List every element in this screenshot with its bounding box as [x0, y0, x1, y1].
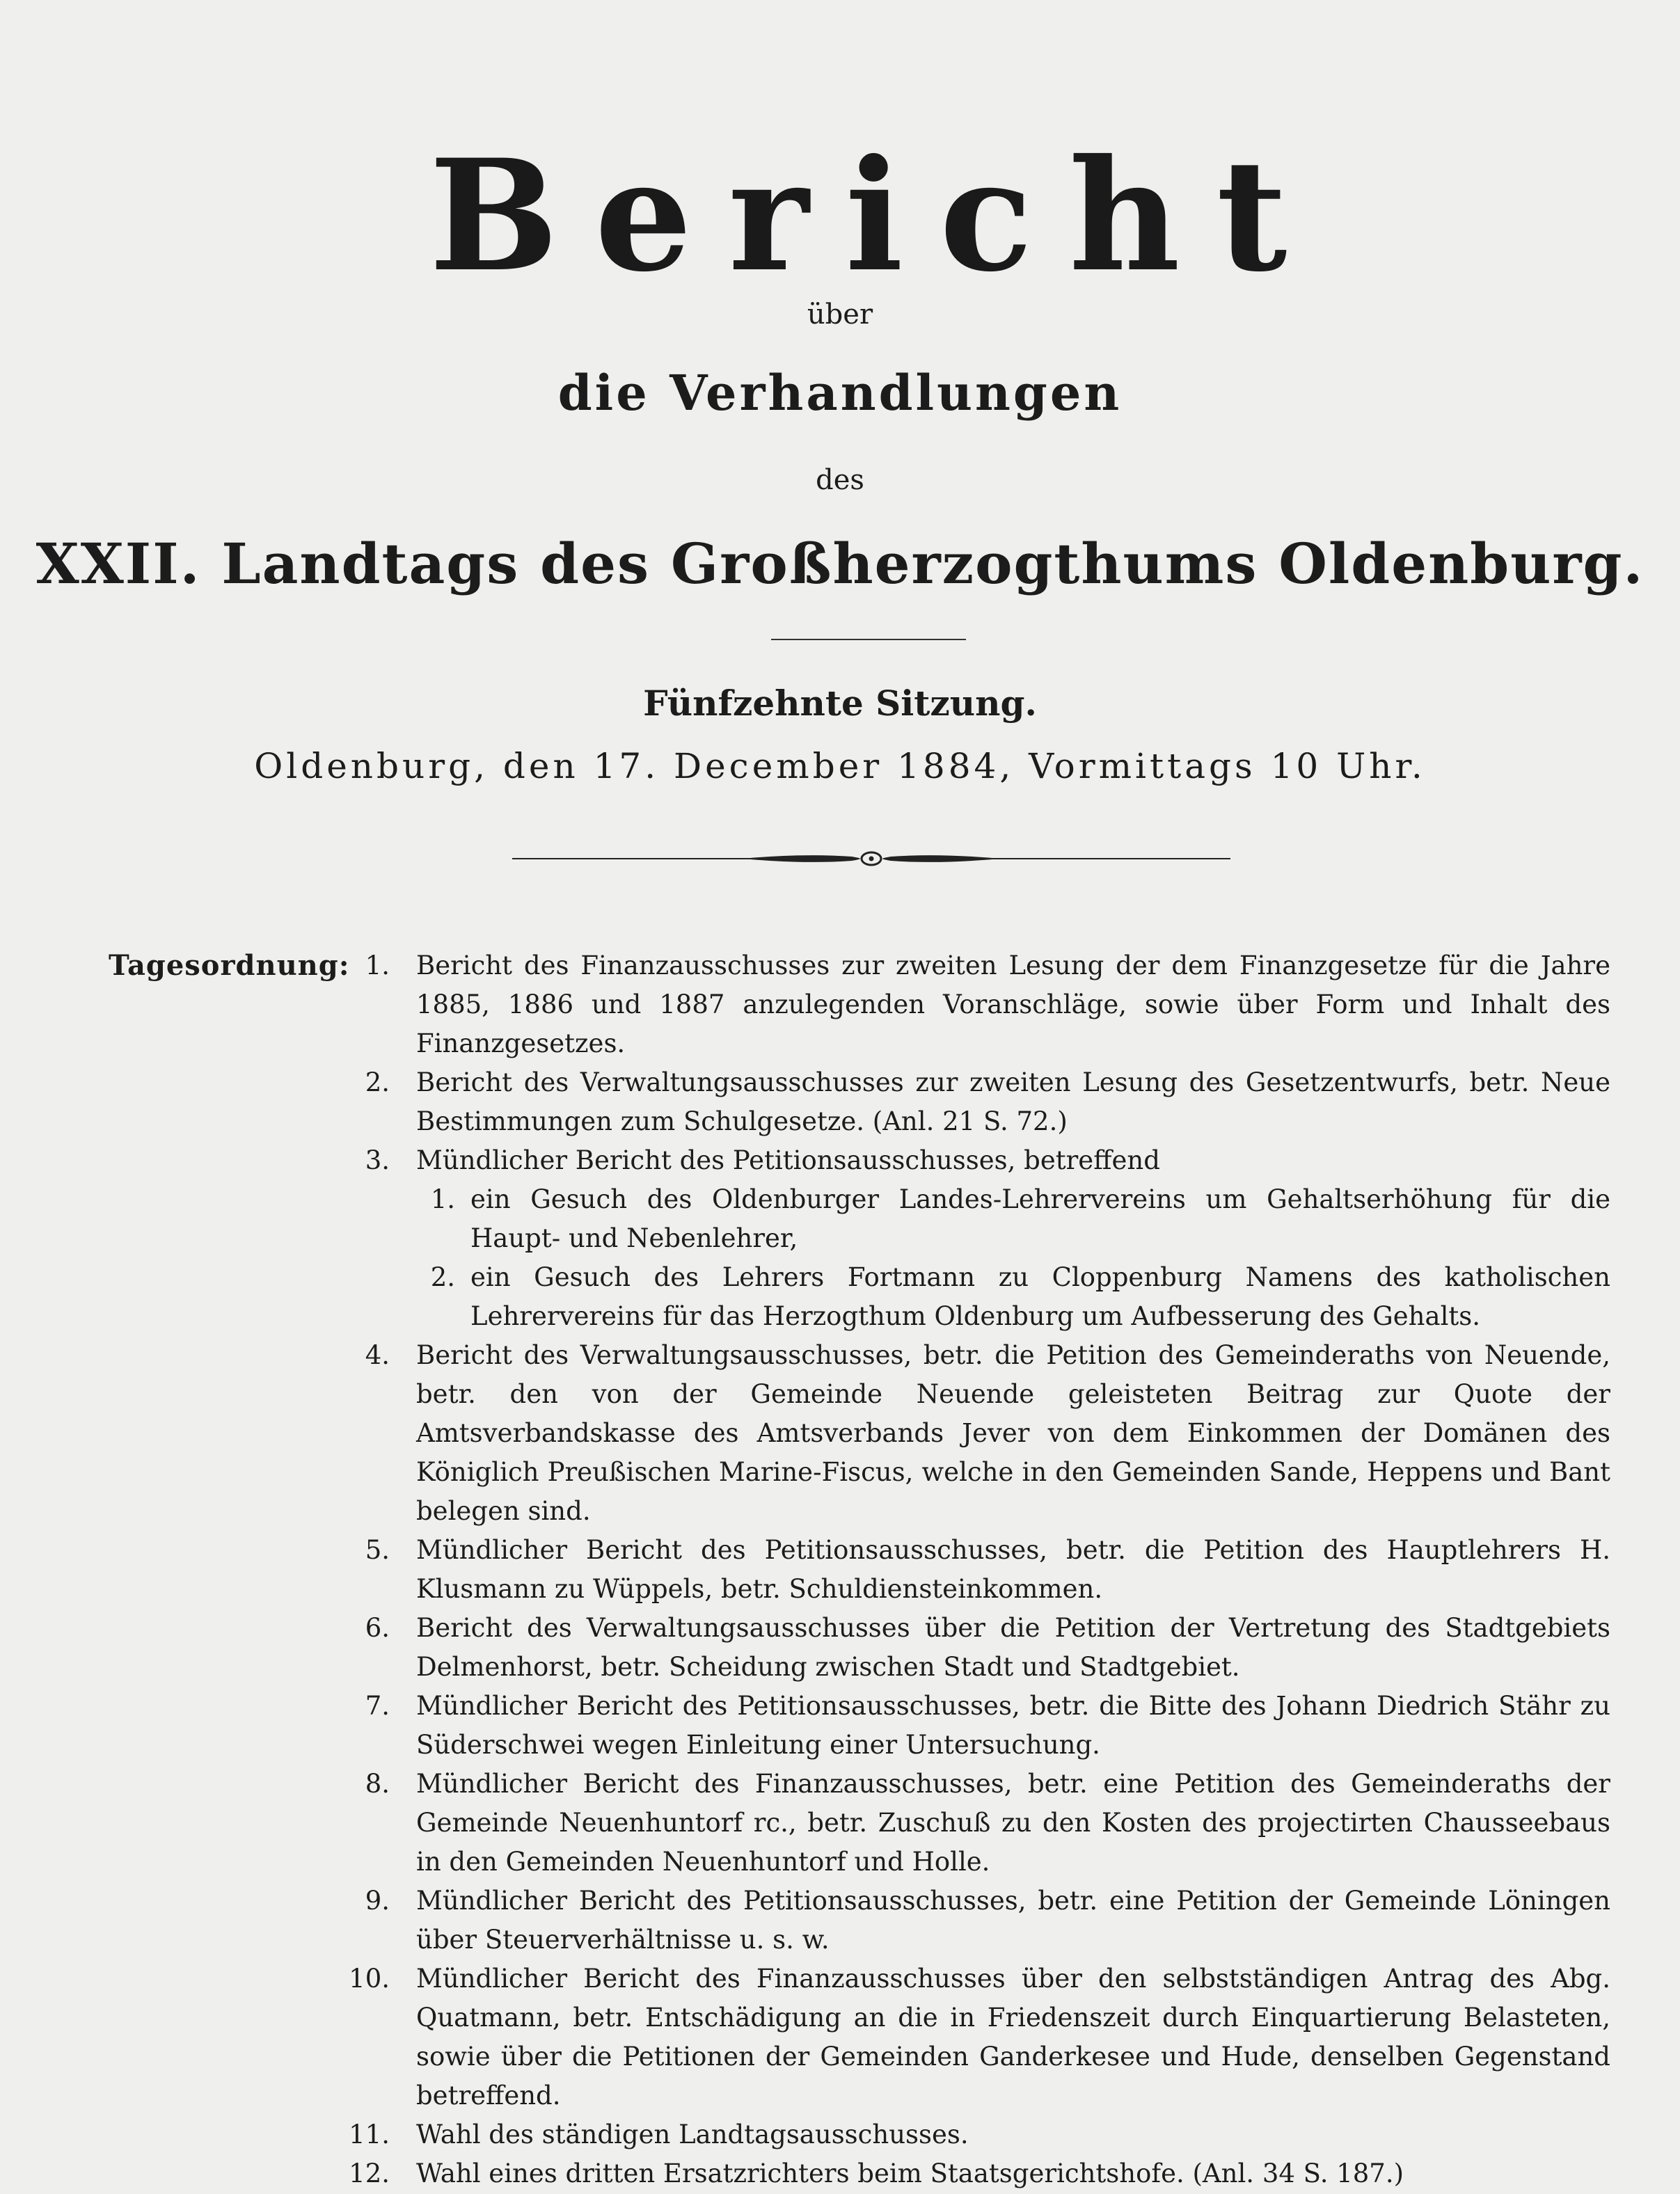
agenda-item-text: Mündlicher Bericht des Finanzausschusses, betr. eine Petition des Gemeinderaths der Gemeinde Neuenhuntorf rc., betr. Zuschuß zu den Kosten des projectirten Chausseebaus in den Gemeinden Neuenhuntorf und Holle.	[416, 1769, 1610, 1877]
dateline: Oldenburg, den 17. December 1884, Vormittags 10 Uhr.	[254, 746, 1426, 786]
title-article: des	[816, 464, 864, 496]
assembly-name: XXII. Landtags des Großherzogthums Oldenburg.	[35, 531, 1645, 596]
agenda-item-text: Bericht des Verwaltungsausschusses, betr. die Petition des Gemeinderaths von Neuende, betr. den von der Gemeinde Neuende geleisteten Beitrag zur Quote der Amtsverbandskasse des Amtsverbands Jever von dem Einkommen der Domänen des Königlich Preußischen Marine-Fiscus, welche in den Gemeinden Sande, Heppens und Bant belegen sind.	[416, 1340, 1610, 1526]
agenda-item	[348, 1141, 1610, 1180]
agenda-subitem-text: ein Gesuch des Oldenburger Landes-Lehrervereins um Gehaltserhöhung für die Haupt- und Nebenlehrer,	[470, 1184, 1610, 1253]
ornament-divider	[512, 845, 1230, 873]
agenda-item	[348, 1687, 1610, 1765]
agenda-item-number: 8.	[365, 1769, 390, 1799]
divider-rule	[771, 639, 966, 640]
agenda-item-text: Mündlicher Bericht des Petitionsausschusses, betr. die Petition des Hauptlehrers H. Klusmann zu Wüppels, betr. Schuldiensteinkommen.	[416, 1535, 1610, 1604]
agenda-subitem-number: 1.	[430, 1184, 455, 1214]
agenda-item-number: 12.	[349, 2159, 390, 2188]
agenda-item-number: 3.	[365, 1145, 390, 1175]
agenda-item-text: Bericht des Verwaltungsausschusses zur zweiten Lesung des Gesetzentwurfs, betr. Neue Bestimmungen zum Schulgesetze. (Anl. 21 S. 72.)	[416, 1067, 1610, 1136]
agenda-item	[348, 2115, 1610, 2154]
agenda-item-text: Mündlicher Bericht des Finanzausschusses über den selbstständigen Antrag des Abg. Quatmann, betr. Entschädigung an die in Friedenszeit durch Einquartierung Belasteten, sowie über die Petitionen der Gemeinden Ganderkesee und Hude, denselben Gegenstand betreffend.	[416, 1964, 1610, 2110]
agenda-subitem	[348, 1180, 1610, 1258]
agenda-item	[348, 1336, 1610, 1531]
agenda-item	[348, 1960, 1610, 2115]
agenda-item	[348, 946, 1610, 1063]
agenda-item-number: 9.	[365, 1886, 390, 1916]
agenda-item-text: Bericht des Verwaltungsausschusses über die Petition der Vertretung des Stadtgebiets Delmenhorst, betr. Scheidung zwischen Stadt und Stadtgebiet.	[416, 1613, 1610, 1682]
agenda-item	[348, 1063, 1610, 1141]
agenda-item-number: 6.	[365, 1613, 390, 1643]
agenda-item	[348, 1531, 1610, 1609]
agenda-item-text: Mündlicher Bericht des Petitionsausschusses, betreffend	[416, 1145, 1160, 1175]
page-title: Bericht	[429, 125, 1324, 305]
agenda-item-text: Wahl eines dritten Ersatzrichters beim Staatsgerichtshofe. (Anl. 34 S. 187.)	[416, 2159, 1404, 2188]
agenda-item	[348, 1765, 1610, 1882]
agenda-item-text: Mündlicher Bericht des Petitionsausschusses, betr. eine Petition der Gemeinde Löningen über Steuerverhältnisse u. s. w.	[416, 1886, 1610, 1955]
agenda-subitem-number: 2.	[430, 1262, 455, 1292]
agenda-item-number: 4.	[365, 1340, 390, 1370]
agenda-item-number: 5.	[365, 1535, 390, 1565]
agenda-item-text: Bericht des Finanzausschusses zur zweiten Lesung der dem Finanzgesetze für die Jahre 1885, 1886 und 1887 anzulegenden Voranschläge, sowie über Form und Inhalt des Finanzgesetzes.	[416, 951, 1610, 1058]
agenda-item-number: 7.	[365, 1691, 390, 1721]
agenda-item-number: 11.	[349, 2120, 390, 2149]
agenda-item-text: Mündlicher Bericht des Petitionsausschusses, betr. die Bitte des Johann Diedrich Stähr zu Süderschwei wegen Einleitung einer Untersuchung.	[416, 1691, 1610, 1760]
agenda-item-text: Wahl des ständigen Landtagsausschusses.	[416, 2120, 969, 2149]
agenda-item	[348, 1609, 1610, 1687]
agenda-item	[348, 1882, 1610, 1960]
agenda-label: Tagesordnung:	[109, 949, 350, 982]
agenda-subitem	[348, 1258, 1610, 1336]
session-heading: Fünfzehnte Sitzung.	[643, 683, 1037, 724]
agenda-item-number: 2.	[365, 1067, 390, 1097]
agenda-subitem-text: ein Gesuch des Lehrers Fortmann zu Cloppenburg Namens des katholischen Lehrervereins für das Herzogthum Oldenburg um Aufbesserung des Gehalts.	[470, 1262, 1610, 1331]
title-preposition: über	[807, 299, 873, 331]
agenda-list	[348, 946, 1610, 2193]
agenda-item-number: 1.	[365, 951, 390, 980]
agenda-item	[348, 2154, 1610, 2193]
agenda-item-number: 10.	[349, 1964, 390, 1994]
subtitle: die Verhandlungen	[557, 364, 1123, 422]
